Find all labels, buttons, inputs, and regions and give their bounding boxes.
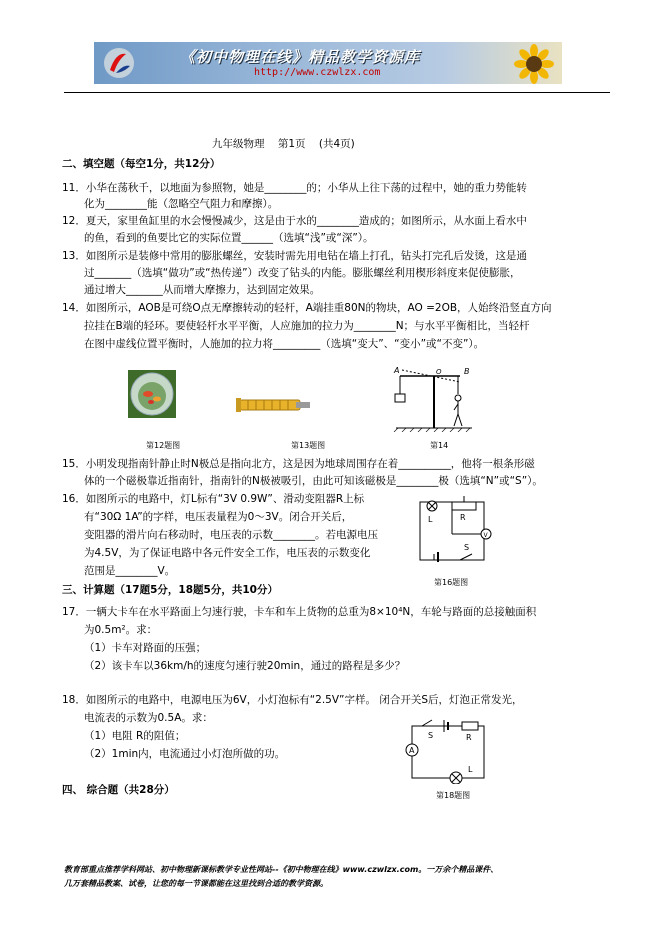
question-12-line-2: 的鱼，看到的鱼要比它的实际位置______（选填“浅”或“深”）。 [84, 232, 374, 244]
question-16-line-4: 为4.5V，为了保证电路中各元件安全工作，电压表的示数变化 [84, 547, 371, 559]
question-18-line-2: 电流表的示数为0.5A。求： [84, 712, 213, 724]
question-18-line-1: 18．如图所示的电路中，电源电压为6V，小灯泡标有“2.5V”字样。 闭合开关S后，灯泡正常发光， [62, 694, 523, 706]
question-16-line-5: 范围是________V。 [84, 565, 176, 577]
figure-18-caption: 第18题图 [436, 791, 471, 800]
footer-line-2: 几万套精品教案、试卷，让您的每一节课都能在这里找到合适的教学资源。 [64, 879, 328, 888]
circuit-16-diagram [412, 494, 496, 566]
question-16-line-2: 有“30Ω 1A”的字样，电压表量程为0～3V。闭合开关后， [84, 511, 353, 523]
site-banner [94, 42, 562, 84]
site-logo-icon [102, 46, 136, 80]
question-16-line-3: 变阻器的滑片向右移动时，电压表的示数________。若电源电压 [84, 529, 378, 541]
question-15-line-2: 体的一个磁极靠近指南针，指南针的N极被吸引，由此可知该磁极是________极（选填“N”或“S”）。 [84, 475, 543, 487]
question-15-line-1: 15．小明发现指南针静止时N极总是指向北方，这是因为地球周围存在着__________，他将一根条形磁 [62, 458, 535, 470]
sunflower-icon [514, 44, 554, 84]
question-18-part-1: （1）电阻 R的阻值； [84, 730, 186, 742]
expansion-screw-image [236, 392, 312, 418]
question-13-line-1: 13．如图所示是装修中常用的膨胀螺丝，安装时需先用电钻在墙上打孔，钻头打完孔后发烫，这是通 [62, 250, 527, 262]
question-16-line-1: 16．如图所示的电路中，灯L标有“3V 0.9W”、滑动变阻器R上标 [62, 493, 365, 505]
question-12-line-1: 12．夏天，家里鱼缸里的水会慢慢减少，这是由于水的________造成的；如图所示，从水面上看水中 [62, 215, 527, 227]
section-title-fill-blank: 二、填空题（每空1分，共12分） [62, 158, 221, 170]
figure-13-caption: 第13题图 [291, 441, 326, 450]
question-13-line-2: 过_______（选填“做功”或“热传递”）改变了钻头的内能。膨胀螺丝利用楔形斜度来促使膨胀， [84, 267, 521, 279]
question-14-line-1: 14．如图所示，AOB是可绕O点无摩擦转动的轻杆，A端挂重80N的物块，AO =2OB，人始终沿竖直方向 [62, 302, 552, 314]
question-17-line-2: 为0.5m²。求： [84, 624, 158, 636]
page-header: 九年级物理 第1页 (共4页) [212, 138, 355, 150]
circuit-16-label-l: L [428, 515, 433, 524]
question-14-line-3: 在图中虚线位置平衡时，人施加的拉力将_________（选填“变大”、“变小”或“不变”）。 [84, 338, 485, 350]
question-14-line-2: 拉挂在B端的轻环。要使轻杆水平平衡，人应施加的拉力为________N；与水平平衡相比，当轻杆 [84, 320, 530, 332]
question-17-line-1: 17．一辆大卡车在水平路面上匀速行驶，卡车和车上货物的总重为8×10⁴N，车轮与路面的总接触面积 [62, 606, 537, 618]
header-rule [64, 92, 610, 93]
question-17-part-2: （2）该卡车以36km/h的速度匀速行驶20min，通过的路程是多少？ [84, 660, 406, 672]
question-11-line-1: 11．小华在荡秋千，以地面为参照物，她是________的；小华从上往下荡的过程中，她的重力势能转 [62, 182, 527, 194]
question-17-part-1: （1）卡车对路面的压强； [84, 642, 207, 654]
lever-label-a: A [394, 366, 400, 375]
footer-line-1: 教育部重点推荐学科网站、初中物理新课标教学专业性网站--《初中物理在线》www.czwlzx.com。一万余个精品课件、 [64, 865, 499, 874]
lever-label-o: O [436, 368, 442, 376]
circuit-18-label-s: S [428, 731, 434, 740]
circuit-18-label-l: L [468, 765, 473, 774]
circuit-16-label-v: V [483, 532, 488, 539]
banner-url[interactable]: http://www.czwlzx.com [254, 67, 381, 78]
figure-12-caption: 第12题图 [146, 441, 181, 450]
question-13-line-3: 通过增大_______从而增大摩擦力，达到固定效果。 [84, 284, 321, 296]
figure-14-caption: 第14 [430, 441, 449, 450]
banner-title: 《初中物理在线》精品教学资源库 [180, 48, 421, 66]
lever-diagram [388, 364, 478, 432]
circuit-18-label-a: A [409, 746, 415, 755]
circuit-16-label-s: S [464, 543, 470, 552]
lever-label-b: B [464, 367, 470, 376]
figure-16-caption: 第16题图 [434, 578, 469, 587]
question-18-part-2: （2）1min内，电流通过小灯泡所做的功。 [84, 748, 286, 760]
fish-bowl-image [128, 370, 176, 418]
circuit-18-label-r: R [466, 733, 472, 742]
question-11-line-2: 化为________能（忽略空气阻力和摩擦）。 [84, 198, 279, 210]
section-title-comprehensive: 四、 综合题（共28分） [62, 784, 175, 796]
section-title-calculation: 三、计算题（17题5分，18题5分，共10分） [62, 584, 278, 596]
circuit-16-label-r: R [460, 513, 466, 522]
circuit-18-diagram [398, 714, 492, 784]
